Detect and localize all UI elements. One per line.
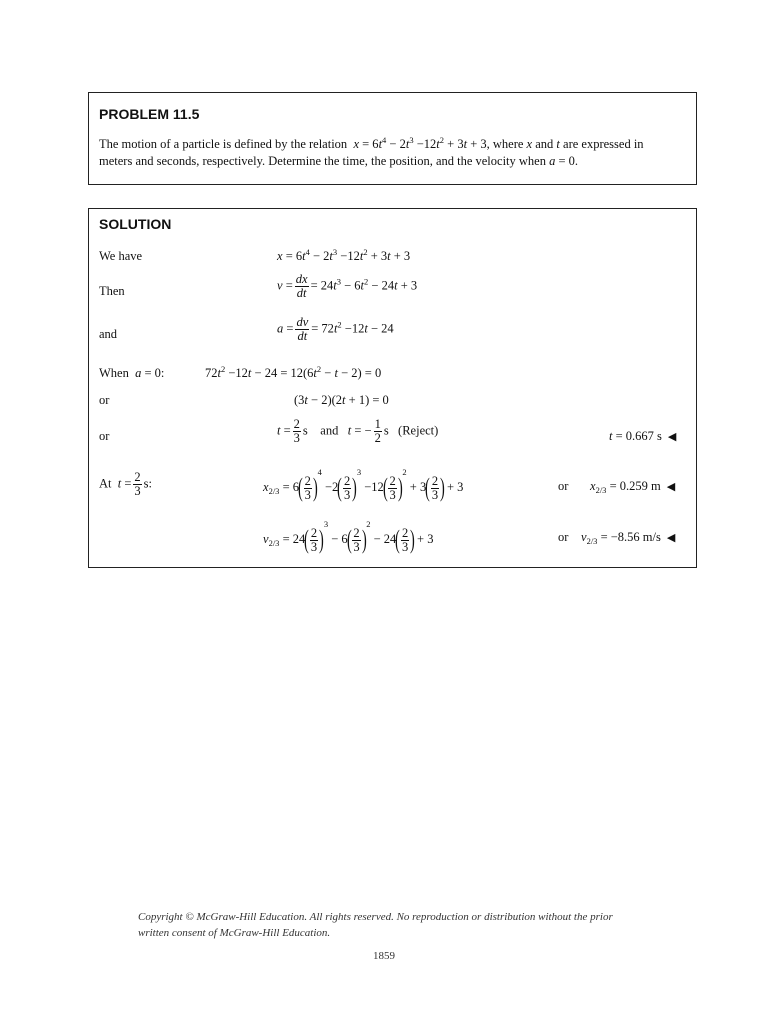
row-label-then: Then (99, 284, 125, 298)
row-label-or-2: or (99, 429, 110, 443)
problem-relation: $x = 6t^4 - 2t^3 -12t^2 + 3t + 3$, (353, 135, 490, 151)
result-time: t = 0.667 s ◀ (609, 429, 677, 443)
row-label-or-1: or (99, 393, 110, 407)
problem-text-line2: meters and seconds, respectively. Determine the time, the position, and the velocity when a = 0. (99, 154, 579, 168)
row-or-position: or (558, 479, 569, 493)
problem-box (88, 92, 697, 185)
problem-text-post: where x and t are expressed in (492, 137, 644, 151)
equation-velocity: v = $\frac{dx}{dt}$ = $24t^3 - 6t^2 - 24t + 3$ (277, 272, 418, 300)
row-or-velocity: or (558, 530, 569, 544)
row-label-and: and (99, 327, 118, 341)
result-velocity: $v_{2/3} = -8.56$ m/s ◀ (581, 530, 676, 546)
row-label-when: When a = 0: (99, 366, 165, 380)
copyright-notice (138, 909, 678, 941)
problem-heading: PROBLEM 11.5 (99, 106, 200, 122)
equation-acceleration: a = $\frac{dv}{dt}$ = $72t^2 -12t - 24$ (277, 315, 394, 343)
result-position: $x_{2/3} = 0.259$ m ◀ (590, 479, 676, 495)
problem-text-pre: The motion of a particle is defined by the relation (99, 137, 348, 151)
solution-box (88, 208, 697, 568)
equation-roots: t = $\frac{2}{3}$ s and t = − $\frac{1}{2}$ s (Reject) (277, 417, 439, 445)
copyright-line-2: written consent of McGraw-Hill Education. (138, 927, 331, 939)
row-label-we-have: We have (99, 249, 143, 263)
equation-position: $x = 6t^4 - 2t^3 -12t^2 + 3t + 3$ (277, 247, 411, 263)
equation-position-at-t: $x_{2/3} = 6$( $\frac{2}{3}$ )$^4$ −2( $\frac{2}{3}$ )$^3$ −12( $\frac{2}{3}$ )$^2$ + 3( $\frac{2}{3}$ ) + 3 (263, 467, 464, 503)
answer-marker-icon: ◀ (666, 481, 676, 493)
problem-statement (99, 136, 689, 170)
row-label-at-t: At t = $\frac{2}{3}$ s: (99, 470, 153, 498)
answer-marker-icon: ◀ (667, 431, 677, 443)
equation-a-zero: $72t^2 -12t - 24 = 12(6t^2 - t - 2) = 0$ (205, 364, 382, 380)
equation-factored: (3t − 2)(2t + 1) = 0 (294, 393, 389, 407)
solution-heading: SOLUTION (99, 216, 172, 232)
answer-marker-icon: ◀ (666, 532, 676, 544)
equation-velocity-at-t: $v_{2/3} = 24$( $\frac{2}{3}$ )$^3$ − 6( $\frac{2}{3}$ )$^2$ − 24( $\frac{2}{3}$ ) + 3 (263, 519, 434, 555)
copyright-line-1: Copyright © McGraw-Hill Education. All rights reserved. No reproduction or distribution without the prior (138, 911, 613, 923)
page-number: 1859 (373, 950, 395, 962)
